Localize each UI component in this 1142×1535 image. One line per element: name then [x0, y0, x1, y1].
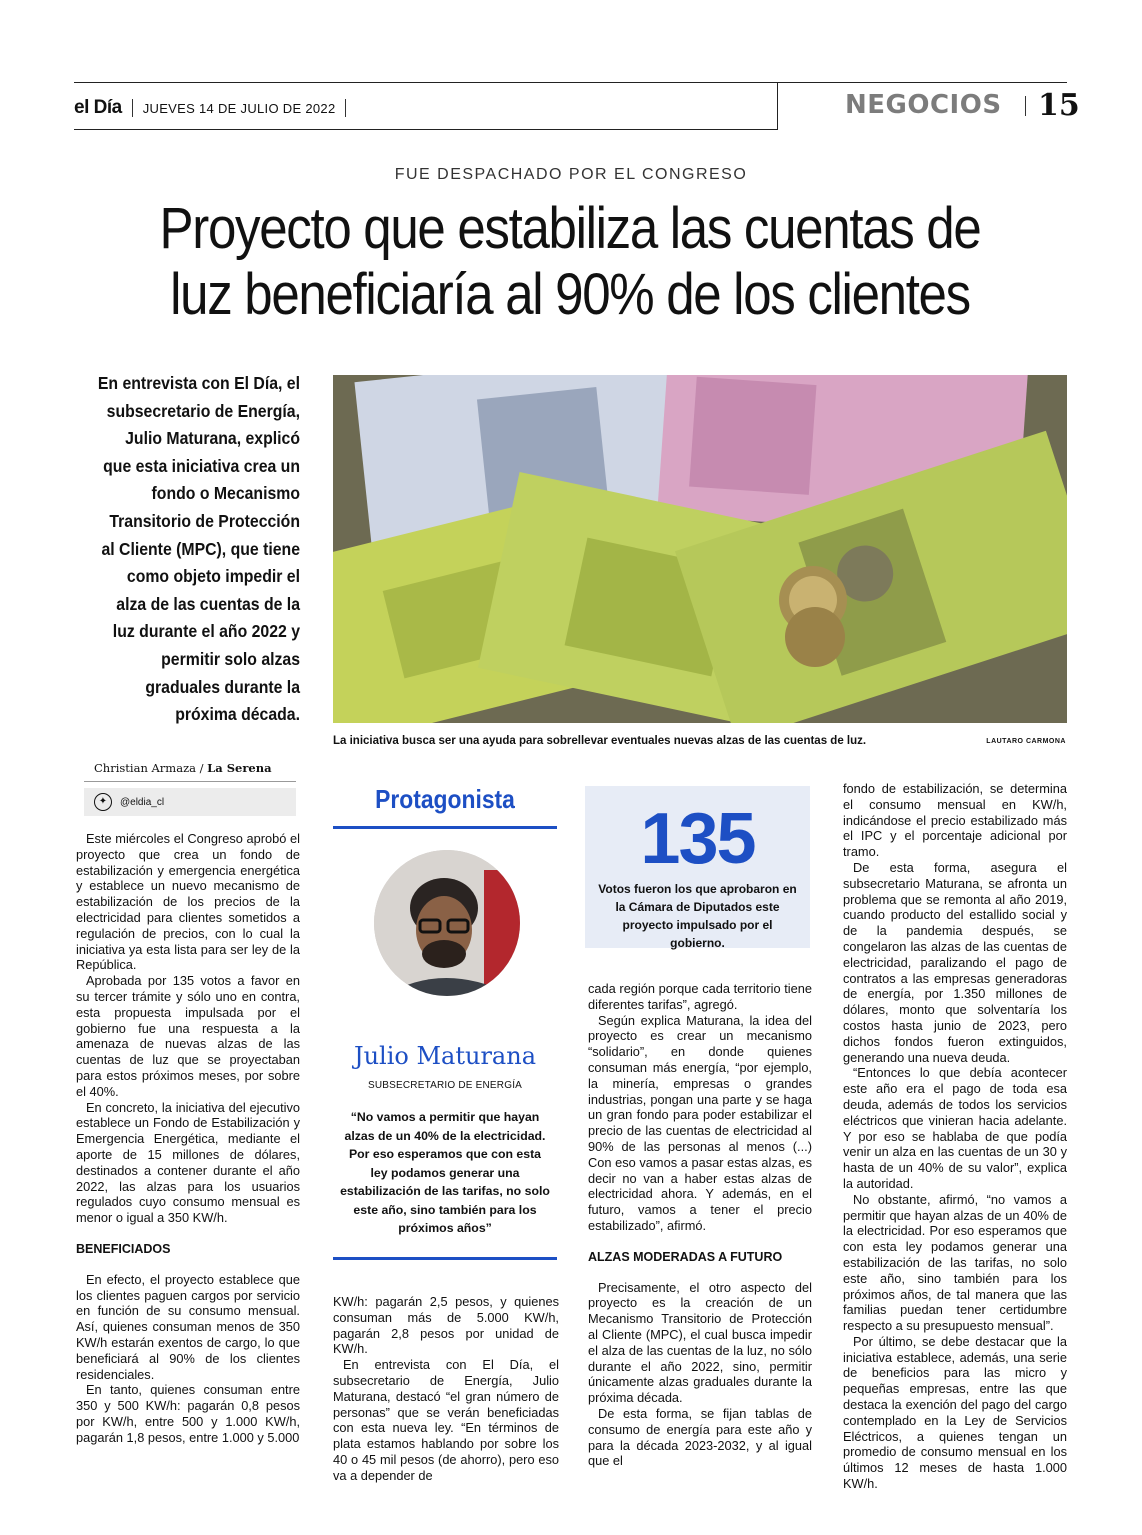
- stat-text: Votos fueron los que aprobaron en la Cámara de Diputados este proyecto impulsado por el gobierno.: [598, 882, 797, 950]
- twitter-handle: @eldia_cl: [120, 796, 165, 808]
- paragraph: cada región porque cada territorio tiene diferentes tarifas”, agregó.: [588, 981, 812, 1012]
- photo-caption: La iniciativa busca ser una ayuda para sobrellevar eventuales nuevas alzas de las cuentas de luz.: [333, 735, 867, 747]
- issue-date: JUEVES 14 DE JULIO DE 2022: [142, 100, 336, 116]
- column-2: [333, 1294, 559, 1484]
- lede: En entrevista con El Día, el subsecretario de Energía, Julio Maturana, explicó que esta iniciativa crea un fondo o Mecanismo Transitorio de Protección al Cliente (MPC), que tiene como objeto impedir el alza de las cuentas de la luz durante el año 2022 y permitir solo alzas graduales durante la próxima década.: [97, 373, 301, 725]
- portrait-photo: [374, 850, 520, 996]
- paragraph: De esta forma, asegura el subsecretario Maturana, se afronta un problema que se remonta al año 2019, cuando producto del estallido social y de la pandemia después, se congelaron las alzas de las cuentas de electricidad, paralizando el pago de contratos a las empresas generadoras de energía, por 1.350 millones de dólares, monto que solventaría los costos hasta junio de 2023, pero dichos fondos fueron extinguidos, generando una nueva deuda.: [843, 859, 1067, 1065]
- paragraph: Por último, se debe destacar que la iniciativa establece, además, una serie de beneficios para las micro y pequeñas empresas, entre las que destaca la exención del pago del cargo contemplado en la Ley de Servicios Eléctricos, a quienes tengan un promedio de consumo mensual en los últimos 12 meses de hasta 1.000 KW/h.: [843, 1333, 1067, 1492]
- newspaper-logo: el Día: [74, 97, 122, 118]
- subhead-beneficiados: BENEFICIADOS: [76, 1241, 171, 1256]
- masthead: [74, 88, 356, 128]
- column-3: [588, 981, 812, 1469]
- paragraph: De esta forma, se fijan tablas de consumo de energía para este año y para la década 2023-2032, y al igual que el: [588, 1405, 812, 1469]
- page-number: 15: [1038, 88, 1080, 123]
- byline-box: [84, 755, 296, 821]
- paragraph: Según explica Maturana, la idea del proyecto es crear un mecanismo “solidario”, en donde quienes consuman más energía, “por ejemplo, la minería, empresas o grandes industrias, pongan una parte y se haga un gran fondo para poder estabilizar el precio de las cuentas de electricidad al 90% de las personas al menos (...) Con eso vamos a pasar estas alzas, es decir no van a haber estas alzas de electricidad ahora. Y además, en el futuro, vamos a tener el precio estabilizado”, afirmó.: [588, 1012, 812, 1233]
- paragraph: En efecto, el proyecto establece que los clientes paguen cargos por servicio en función de su consumo mensual. Así, quienes consuman menos de 350 KW/h estarán exentos de cargo, lo que beneficiará al 90% de los clientes residenciales.: [76, 1271, 300, 1382]
- twitter-icon: ✦: [94, 793, 112, 811]
- byline-author: Christian Armaza /: [94, 761, 204, 775]
- banknotes-photo: [333, 375, 1067, 723]
- protagonist-name: Julio Maturana: [353, 1042, 537, 1070]
- column-4: [843, 781, 1067, 1492]
- paragraph: KW/h: pagarán 2,5 pesos, y quienes consuman más de 5.000 KW/h, pagarán 2,8 pesos por unidad de KW/h.: [333, 1294, 559, 1357]
- twitter-row: [84, 788, 296, 816]
- stat-box: [585, 786, 810, 948]
- photo-credit: LAUTARO CARMONA: [986, 738, 1066, 745]
- protagonist-quote: “No vamos a permitir que hayan alzas de un 40% de la electricidad. Por eso esperamos que con esta ley podamos generar una estabilización de las tarifas, no solo este año, sino también para los próximos años”: [340, 1110, 550, 1235]
- paragraph: En entrevista con El Día, el subsecretario de Energía, Julio Maturana, destacó “el gran número de personas” que se verán beneficiadas con esta nueva ley. “En términos de plata estamos hablando por sobre los 40 o 45 mil pesos (de ahorro), pero eso va a depender de: [333, 1357, 559, 1483]
- paragraph: Precisamente, el otro aspecto del proyecto es la creación de un Mecanismo Transitorio de Protección al Cliente (MPC), el cual busca impedir el alza de las cuentas de la luz, no sólo durante el año 2022, sino, permitir únicamente alzas graduales durante la próxima década.: [588, 1279, 812, 1406]
- byline-city: La Serena: [207, 761, 272, 775]
- column-1: [76, 831, 300, 1445]
- sidebar-title: Protagonista: [375, 784, 515, 814]
- paragraph: No obstante, afirmó, “no vamos a permitir que hayan alzas de un 40% de la electricidad. Por eso esperamos que con esta ley podamos generar una estabilización de las tarifas, no solo este año, sino también para los próximos años, de tal manera que las familias puedan tener certidumbre respecto a su presupuesto mensual”.: [843, 1191, 1067, 1334]
- section-label: NEGOCIOS: [845, 90, 1002, 120]
- paragraph: Este miércoles el Congreso aprobó el proyecto que crea un fondo de estabilización y emergencia energética y establece un nuevo mecanismo de estabilización de los precios de la electricidad para clientes sometidos a regulación de precios, con lo cual la iniciativa ya esta lista para ser ley de la República.: [76, 831, 300, 973]
- headline-line-2: luz beneficiaría al 90% de los clientes: [170, 262, 970, 327]
- stat-number: 135: [640, 799, 755, 879]
- byline: [84, 755, 296, 782]
- protagonist-role: SUBSECRETARIO DE ENERGÍA: [367, 1080, 523, 1091]
- headline: [121, 196, 1019, 328]
- paragraph: fondo de estabilización, se determina el consumo mensual en KW/h, indicándose el precio estabilizado más el IPC y el porcentaje adicional por tramo.: [843, 781, 1067, 860]
- paragraph: En concreto, la iniciativa del ejecutivo establece un Fondo de Estabilización y Emergencia Energética, mediante el aporte de 15 millones de dólares, destinados a contener durante el año 2022, las alzas para los usuarios regulados cuyo consumo mensual es menor o igual a 350 KW/h.: [76, 1099, 300, 1226]
- kicker: FUE DESPACHADO POR EL CONGRESO: [394, 166, 748, 183]
- subhead-alzas-moderadas: ALZAS MODERADAS A FUTURO: [588, 1249, 783, 1264]
- headline-line-1: Proyecto que estabiliza las cuentas de: [159, 196, 981, 261]
- paragraph: En tanto, quienes consuman entre 350 y 500 KW/h: pagarán 0,8 pesos por KW/h, entre 500 y 1.000 KW/h, pagarán 1,8 pesos, entre 1.000 y 5.000: [76, 1382, 300, 1445]
- paragraph: Aprobada por 135 votos a favor en su tercer trámite y sólo uno en contra, esta propuesta impulsada por el gobierno fue una respuesta a la amenaza de nuevas alzas de las cuentas de luz que se proyectaban para estos próximos meses, por sobre el 40%.: [76, 973, 300, 1099]
- paragraph: “Entonces lo que debía acontecer este año era el pago de toda esa deuda, además de todos los servicios eléctricos que vinieran hacia adelante. Y por eso se hablaba de que podía venir un alza en las cuentas de un 30 y hasta de un 40% de su valor”, explica la autoridad.: [843, 1065, 1067, 1191]
